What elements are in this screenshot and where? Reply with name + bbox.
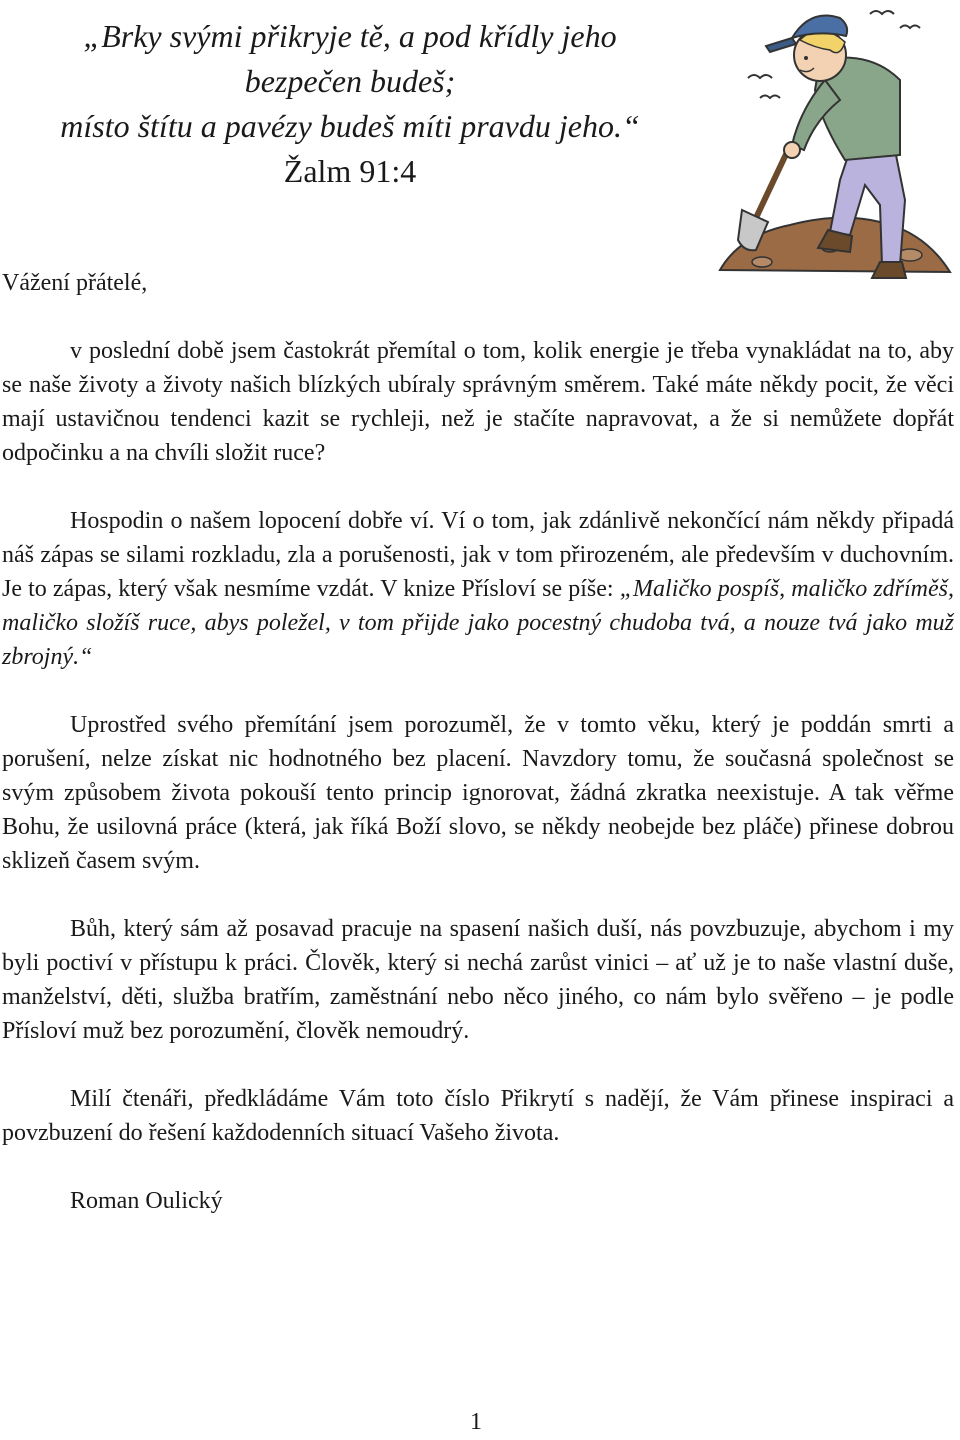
signature: Roman Oulický <box>70 1188 223 1214</box>
paragraph-1: v poslední době jsem častokrát přemítal o tom, kolik energie je třeba vynakládat na to, aby se naše životy a životy našich blízkých ubíraly správným směrem. Také máte někdy pocit, že věci mají ustavičnou tendenci kazit se rychleji, než je stačíte napravovat, a že si nemůžete dopřát odpočinku a na chvíli složit ruce? <box>2 338 954 466</box>
paragraph-3: Uprostřed svého přemítání jsem porozuměl, že v tomto věku, který je poddán smrti a porušení, nelze získat nic hodnotného bez placení. Navzdory tomu, že současná společnost se svým způsobem života pokouší tento princip ignorovat, žádná zkratka neexistuje. A tak věřme Bohu, že usilovná práce (která, jak říká Boží slovo, se někdy neobejde bez pláče) přinese dobrou sklizeň časem svým. <box>2 712 954 874</box>
paragraph-2 <box>2 504 954 674</box>
psalm-motto <box>0 14 700 194</box>
paragraph-5: Milí čtenáři, předkládáme Vám toto číslo Přikrytí s nadějí, že Vám přinese inspiraci a povzbuzení do řešení každodenních situací Vašeho života. <box>2 1086 954 1146</box>
paragraph-4: Bůh, který sám až posavad pracuje na spasení našich duší, nás povzbuzuje, abychom i my byli poctiví v přístupu k práci. Člověk, který si nechá zarůst vinici – ať už je to naše vlastní duše, manželství, děti, služba bratřím, zaměstnání nebo něco jiného, co nám bylo svěřeno – je podle Přísloví muž bez porozumění, člověk nemoudrý. <box>2 916 954 1044</box>
paragraph-2-text: Hospodin o našem lopocení dobře ví. Ví o tom, jak zdánlivě nekončící nám někdy připadá náš zápas se silami rozkladu, zla a porušenosti, jak v tom přirozeném, ale především v duchovním. Je to zápas, který však nesmíme vzdát. V knize Přísloví se píše: <box>2 508 954 602</box>
letter-greeting: Vážení přátelé, <box>2 270 148 296</box>
man-digging-with-shovel-icon <box>700 0 960 285</box>
motto-line-1: „Brky svými přikryje tě, a pod křídly jeho <box>83 18 617 54</box>
motto-line-3: místo štítu a pavézy budeš míti pravdu jeho.“ <box>60 108 640 144</box>
page-number: 1 <box>470 1409 482 1435</box>
motto-reference: Žalm 91:4 <box>283 153 417 189</box>
letter-body <box>2 334 954 1252</box>
motto-line-2: bezpečen budeš; <box>244 63 456 99</box>
proverbs-quote: „Maličko pospíš, maličko zdříměš, maličko složíš ruce, abys poležel, v tom přijde jako pocestný chudoba tvá, a nouze tvá jako muž zbrojný.“ <box>2 576 954 670</box>
